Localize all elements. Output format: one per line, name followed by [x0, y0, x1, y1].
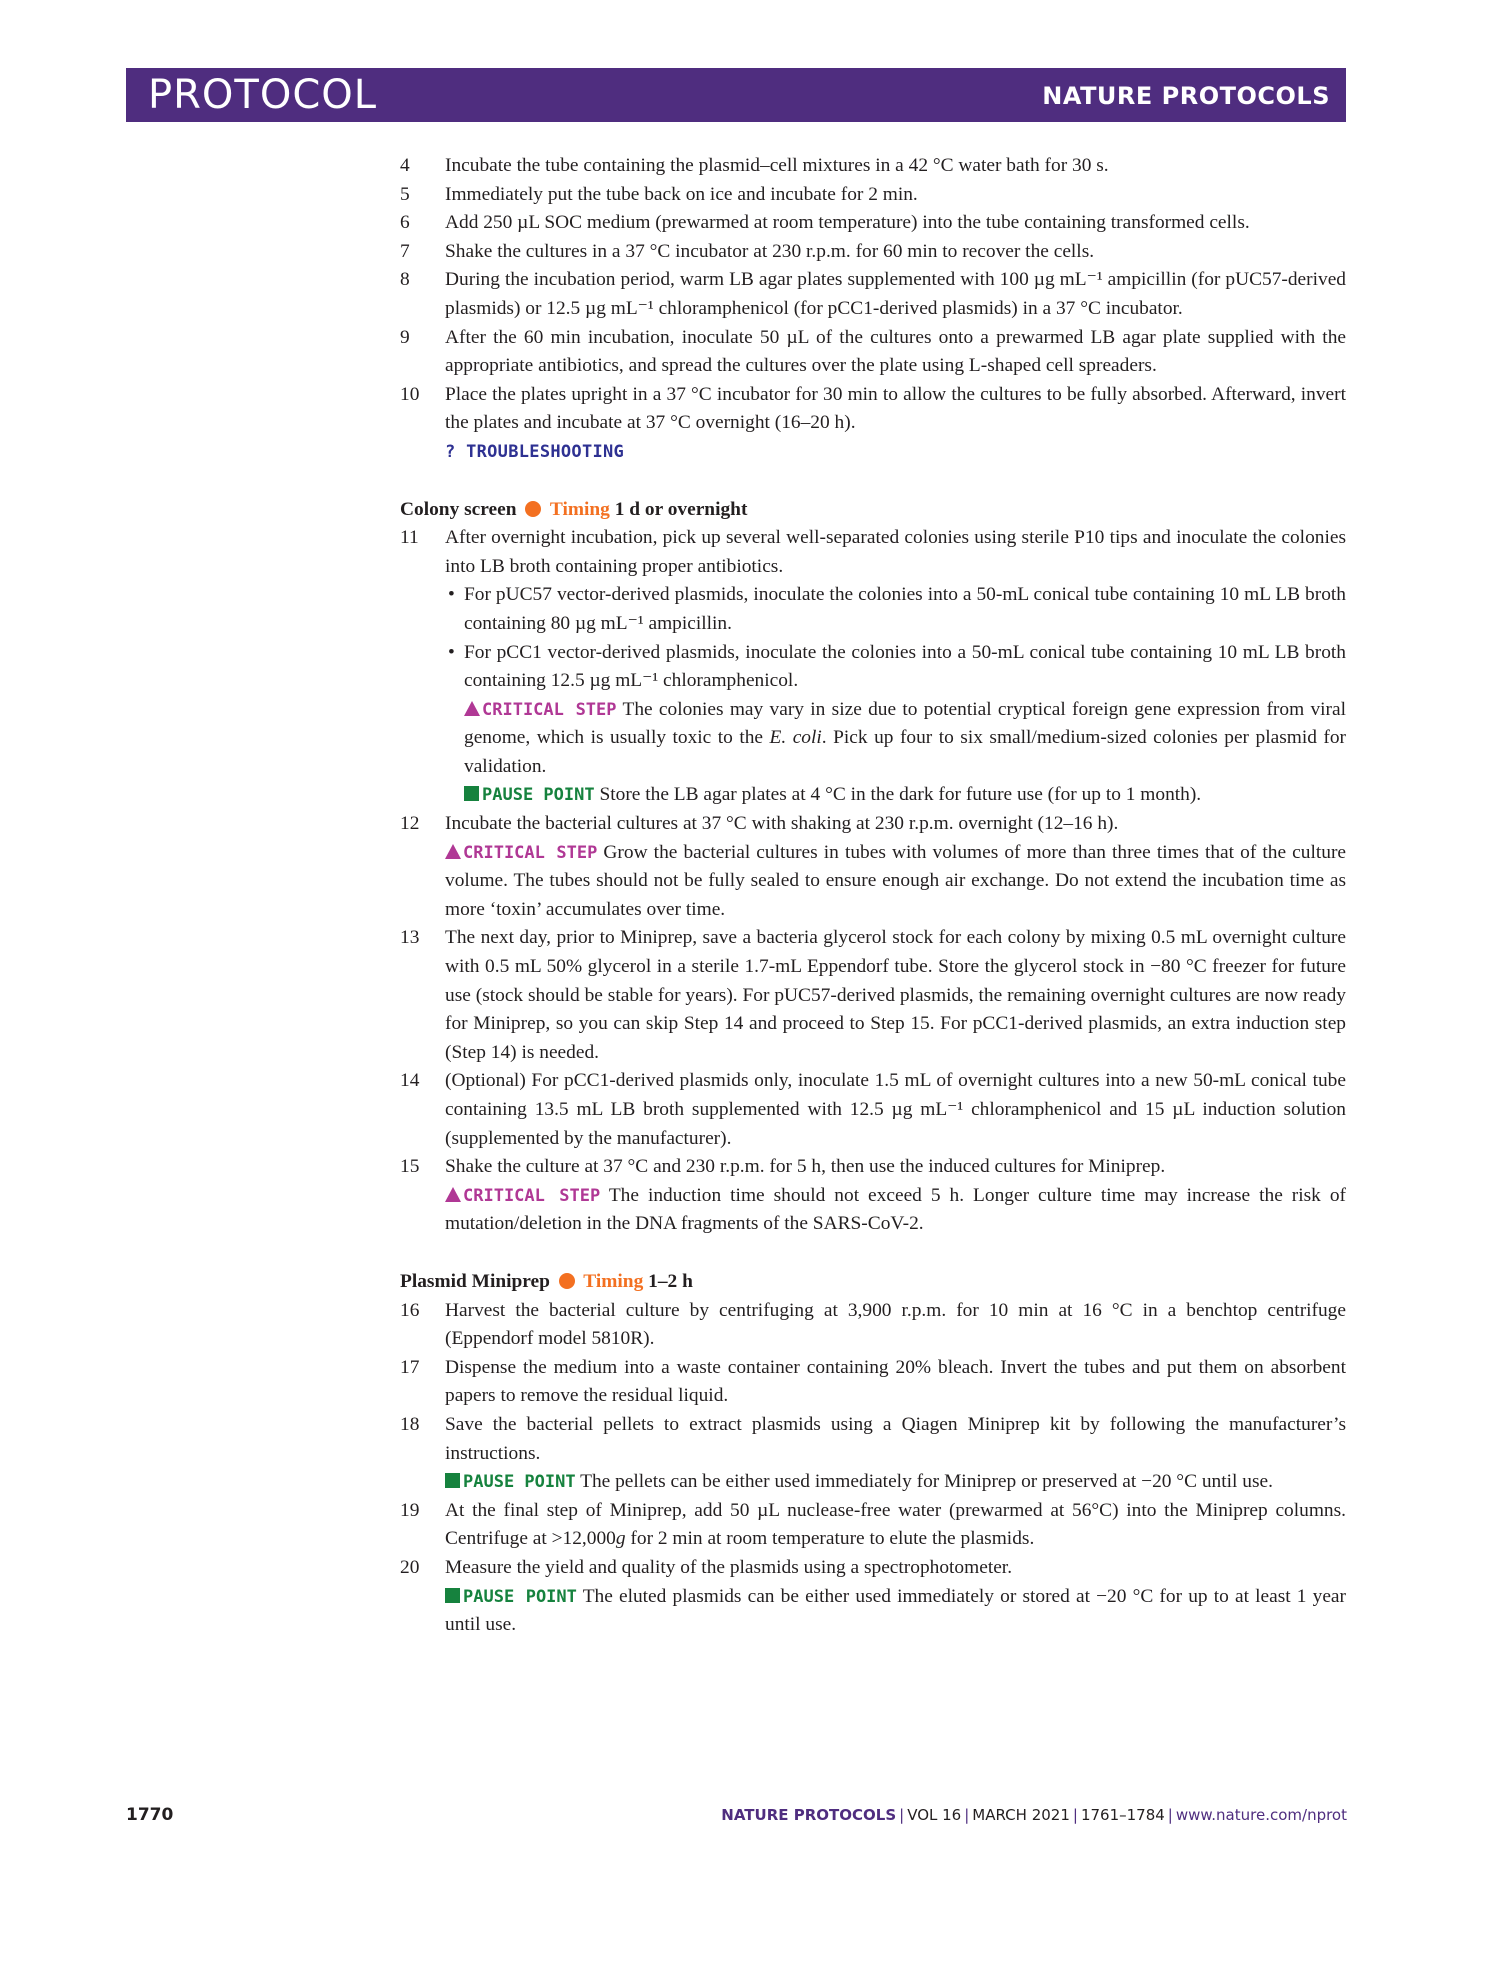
footer-separator: | — [899, 1806, 905, 1824]
step-number: 9 — [400, 326, 410, 348]
bullet-text: For pUC57 vector-derived plasmids, inoculate the colonies into a 50-mL conical tube containing 10 mL LB broth containing 80 µg mL⁻¹ ampicillin. — [464, 584, 1346, 634]
step-9 — [400, 324, 1346, 381]
step-5 — [400, 181, 1346, 210]
bullet-item — [445, 639, 1346, 696]
page-number: 1770 — [126, 1805, 174, 1825]
step-number: 15 — [400, 1156, 420, 1178]
critical-triangle-icon — [445, 1187, 461, 1202]
critical-text: Grow the bacterial cultures in tubes with volumes of more than three times that of the culture volume. The tubes should not be fully sealed to ensure enough air exchange. Do not extend the incubation time as more ‘toxin’ accumulates over time. — [445, 841, 1347, 920]
timing-value: 1 d or overnight — [614, 498, 748, 520]
step-text: During the incubation period, warm LB agar plates supplemented with 100 µg mL⁻¹ ampicillin (for pUC57-derived plasmids) or 12.5 µg mL⁻¹ chloramphenicol (for pCC1-derived plasmids) in a 37 °C incubator. — [445, 269, 1346, 319]
step-text: Immediately put the tube back on ice and incubate for 2 min. — [445, 183, 918, 205]
bullet-text: For pCC1 vector-derived plasmids, inoculate the colonies into a 50-mL conical tube containing 10 mL LB broth containing 12.5 µg mL⁻¹ chloramphenicol. — [464, 641, 1346, 692]
step-text: The next day, prior to Miniprep, save a bacteria glycerol stock for each colony by mixing 0.5 mL overnight culture with 0.5 mL 50% glycerol in a sterile 1.7-mL Eppendorf tube. Store the glycerol stock in −80 °C freezer for future use (stock should be stable for years). For pUC57-derived plasmids, the remaining overnight cultures are now ready for Miniprep, so you can skip Step 14 and proceed to Step 15. For pCC1-derived plasmids, an extra induction step (Step 14) is needed. — [445, 927, 1346, 1063]
step-7 — [400, 238, 1346, 267]
step-8 — [400, 266, 1346, 323]
critical-text-a: The colonies may vary in size due to potential cryptical foreign gene expression from viral genome, which is usually toxic to the — [464, 698, 1346, 749]
bullet-dot-icon: • — [448, 641, 455, 663]
critical-step-note — [445, 1182, 1346, 1239]
critical-italic: E. coli — [769, 727, 822, 749]
section-title: Plasmid Miniprep — [400, 1270, 550, 1292]
critical-text-b: . Pick up four to six small/medium-sized colonies per plasmid for validation. — [464, 727, 1347, 777]
step-number: 16 — [400, 1299, 420, 1321]
critical-step-note — [445, 839, 1346, 925]
step-18 — [400, 1411, 1346, 1497]
step-number: 4 — [400, 155, 410, 176]
pause-text: Store the LB agar plates at 4 °C in the dark for future use (for up to 1 month). — [599, 784, 1202, 806]
pause-point-label: PAUSE POINT — [463, 1586, 577, 1607]
step-6 — [400, 209, 1346, 238]
pause-point-label: PAUSE POINT — [463, 1472, 576, 1493]
bullet-dot-icon: • — [448, 584, 455, 606]
step-text: Add 250 µL SOC medium (prewarmed at room temperature) into the tube containing transformed cells. — [445, 212, 1250, 234]
pause-text: The pellets can be either used immediately for Miniprep or preserved at −20 °C until use. — [580, 1471, 1273, 1493]
step-number: 7 — [400, 240, 410, 262]
step-text: After the 60 min incubation, inoculate 50 µL of the cultures onto a prewarmed LB agar plate supplied with the appropriate antibiotics, and spread the cultures over the plate using L-shaped cell spreaders. — [445, 326, 1346, 377]
critical-triangle-icon — [464, 701, 480, 716]
step-text: Place the plates upright in a 37 °C incubator for 30 min to allow the cultures to be fully absorbed. Afterward, invert the plates and incubate at 37 °C overnight (16–20 h). — [445, 383, 1346, 434]
critical-step-label: CRITICAL STEP — [482, 699, 617, 720]
step-10 — [400, 381, 1346, 467]
step-text: (Optional) For pCC1-derived plasmids only, inoculate 1.5 mL of overnight cultures into a new 50-mL conical tube containing 13.5 mL LB broth supplemented with 12.5 µg mL⁻¹ chloramphenicol and 15 µL induction solution (supplemented by the manufacturer). — [445, 1070, 1346, 1149]
critical-triangle-icon — [445, 844, 461, 859]
footer-volume: VOL 16 — [907, 1806, 962, 1824]
timing-dot-icon — [525, 501, 541, 517]
pause-square-icon — [464, 786, 479, 801]
step-number: 5 — [400, 183, 410, 205]
troubleshooting-link[interactable]: ? TROUBLESHOOTING — [445, 441, 625, 462]
critical-step-label: CRITICAL STEP — [463, 842, 598, 863]
step-text: Shake the cultures in a 37 °C incubator at 230 r.p.m. for 60 min to recover the cells. — [445, 240, 1095, 262]
timing-dot-icon — [559, 1273, 575, 1289]
header-banner — [126, 68, 1346, 122]
section-label: PROTOCOL — [148, 72, 378, 118]
journal-title: NATURE PROTOCOLS — [1042, 82, 1330, 110]
timing-label: Timing — [583, 1270, 644, 1292]
critical-text: The induction time should not exceed 5 h. Longer culture time may increase the risk of mutation/deletion in the DNA fragments of the SARS-CoV-2. — [445, 1184, 1346, 1235]
footer-separator: | — [1167, 1806, 1173, 1824]
step-text: Measure the yield and quality of the plasmids using a spectrophotometer. — [445, 1556, 1013, 1578]
step-19 — [400, 1497, 1346, 1554]
step-number: 12 — [400, 813, 420, 835]
critical-step-label: CRITICAL STEP — [463, 1185, 601, 1206]
step-number: 8 — [400, 269, 410, 291]
step-4 — [400, 152, 1346, 181]
step-number: 17 — [400, 1356, 420, 1378]
step-20 — [400, 1554, 1346, 1640]
section-title: Colony screen — [400, 498, 517, 520]
bullet-item — [445, 581, 1346, 638]
step-text: Incubate the bacterial cultures at 37 °C with shaking at 230 r.p.m. overnight (12–16 h). — [445, 813, 1119, 835]
footer-separator: | — [964, 1806, 970, 1824]
timing-value: 1–2 h — [648, 1270, 693, 1292]
step-text — [445, 1497, 1346, 1554]
step-text: Shake the culture at 37 °C and 230 r.p.m. for 5 h, then use the induced cultures for Miniprep. — [445, 1156, 1166, 1178]
step-number: 14 — [400, 1070, 420, 1092]
step-text-italic: g — [615, 1528, 626, 1550]
pause-point-note — [445, 1583, 1346, 1640]
footer-citation — [721, 1806, 1347, 1824]
article-body — [400, 152, 1346, 1640]
step-text: Save the bacterial pellets to extract plasmids using a Qiagen Miniprep kit by following the manufacturer’s instructions. — [445, 1413, 1346, 1464]
section-heading-colony-screen — [400, 496, 1346, 525]
pause-point-note — [445, 1468, 1346, 1497]
step-text-a: At the final step of Miniprep, add 50 µL nuclease-free water (prewarmed at 56°C) into the Miniprep columns. Centrifuge at >12,000 — [445, 1499, 1346, 1550]
step-text: Incubate the tube containing the plasmid–cell mixtures in a 42 °C water bath for 30 s. — [445, 155, 1109, 176]
footer-journal: NATURE PROTOCOLS — [721, 1806, 897, 1824]
step-11 — [400, 524, 1346, 810]
footer-pages: 1761–1784 — [1080, 1806, 1165, 1824]
step-number: 18 — [400, 1413, 420, 1435]
step-13 — [400, 924, 1346, 1067]
pause-square-icon — [445, 1473, 460, 1488]
pause-point-label: PAUSE POINT — [482, 785, 595, 806]
pause-point-note — [445, 781, 1346, 810]
pause-square-icon — [445, 1588, 460, 1603]
section-heading-plasmid-miniprep — [400, 1268, 1346, 1297]
footer-url-link[interactable]: www.nature.com/nprot — [1175, 1806, 1347, 1824]
step-14 — [400, 1067, 1346, 1153]
timing-label: Timing — [549, 498, 610, 520]
step-number: 11 — [400, 527, 419, 549]
step-number: 13 — [400, 927, 420, 949]
step-12 — [400, 810, 1346, 924]
footer-separator: | — [1072, 1806, 1078, 1824]
step-17 — [400, 1354, 1346, 1411]
footer-date: MARCH 2021 — [972, 1806, 1070, 1824]
step-number: 10 — [400, 383, 420, 405]
step-number: 20 — [400, 1556, 420, 1578]
step-16 — [400, 1297, 1346, 1354]
step-text: After overnight incubation, pick up several well-separated colonies using sterile P10 tips and inoculate the colonies into LB broth containing proper antibiotics. — [445, 527, 1346, 577]
step-15 — [400, 1153, 1346, 1239]
critical-step-note — [445, 696, 1346, 782]
step-text: Dispense the medium into a waste container containing 20% bleach. Invert the tubes and put them on absorbent papers to remove the residual liquid. — [445, 1356, 1346, 1407]
step-text-b: for 2 min at room temperature to elute the plasmids. — [625, 1528, 1035, 1550]
step-number: 19 — [400, 1499, 420, 1521]
step-number: 6 — [400, 212, 410, 234]
pause-text: The eluted plasmids can be either used immediately or stored at −20 °C for up to at least 1 year until use. — [445, 1585, 1346, 1636]
step-text: Harvest the bacterial culture by centrifuging at 3,900 r.p.m. for 10 min at 16 °C in a benchtop centrifuge (Eppendorf model 5810R). — [445, 1299, 1346, 1350]
